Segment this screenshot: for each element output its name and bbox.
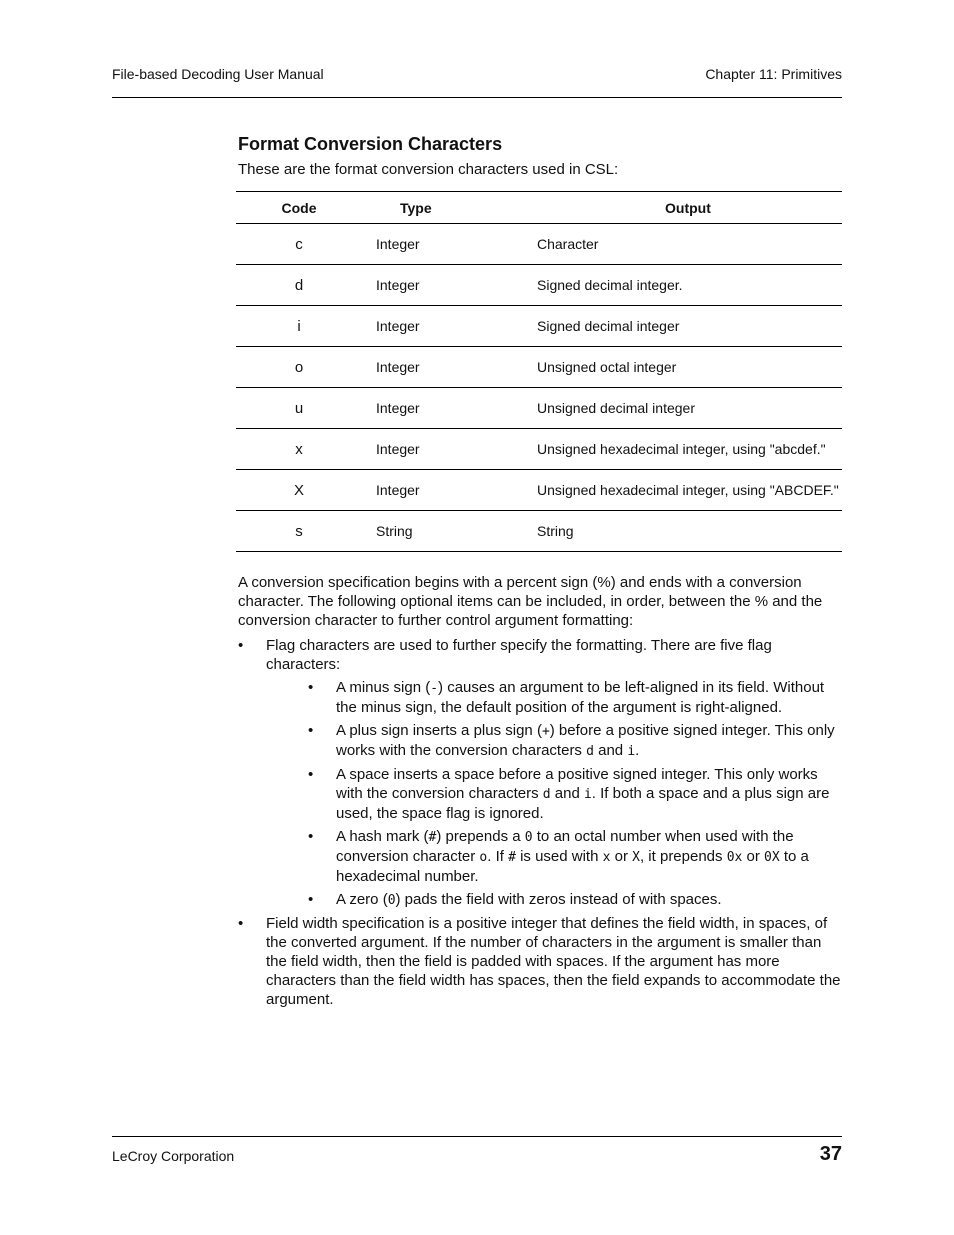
cell-type: Integer bbox=[362, 470, 524, 511]
text: ) prepends a bbox=[436, 828, 525, 845]
cell-code: u bbox=[236, 388, 362, 429]
text: and bbox=[550, 785, 584, 802]
cell-output: String bbox=[524, 511, 842, 552]
section-title: Format Conversion Characters bbox=[238, 134, 503, 154]
cell-output: Signed decimal integer. bbox=[524, 265, 842, 306]
table-header-row bbox=[236, 192, 842, 224]
text: . If bbox=[487, 848, 509, 865]
conversion-spec-paragraph: A conversion specification begins with a percent sign (%) and ends with a conversion character. The following optional items can be included, in order, between the % and the conversion character to further control argument formatting: bbox=[238, 574, 823, 629]
code-token: X bbox=[632, 850, 640, 865]
text: to a hexadecimal number. bbox=[336, 848, 809, 885]
code-token: 0x bbox=[726, 850, 743, 865]
text: or bbox=[742, 848, 765, 865]
header-rule bbox=[112, 97, 842, 98]
cell-output: Signed decimal integer bbox=[524, 306, 842, 347]
text: . If both a space and a plus sign are used, the space flag is ignored. bbox=[336, 785, 830, 822]
code-token: d bbox=[586, 744, 594, 759]
text: A hash mark ( bbox=[336, 828, 429, 845]
cell-code: i bbox=[236, 306, 362, 347]
footer-company: LeCroy Corporation bbox=[112, 1148, 235, 1164]
header-title: File-based Decoding User Manual bbox=[112, 66, 324, 82]
table-row bbox=[236, 224, 842, 265]
cell-code: X bbox=[236, 470, 362, 511]
code-token: i bbox=[627, 744, 636, 759]
code-token: 0 bbox=[387, 893, 396, 908]
list-item bbox=[308, 678, 842, 717]
text: ) pads the field with zeros instead of with spaces. bbox=[395, 891, 722, 908]
cell-output: Unsigned hexadecimal integer, using "abcdef." bbox=[524, 429, 842, 470]
cell-type: Integer bbox=[362, 265, 524, 306]
table-row bbox=[236, 306, 842, 347]
text: A zero ( bbox=[336, 891, 388, 908]
text: . bbox=[635, 742, 640, 759]
table-row bbox=[236, 511, 842, 552]
cell-code: c bbox=[236, 224, 362, 265]
text: A minus sign ( bbox=[336, 679, 431, 696]
code-token: d bbox=[542, 787, 551, 802]
code-token: 0X bbox=[764, 850, 780, 865]
table-row bbox=[236, 347, 842, 388]
text: or bbox=[610, 848, 633, 865]
page-number: 37 bbox=[819, 1143, 842, 1165]
text: to an octal number when used with the conversion character bbox=[336, 828, 794, 865]
list-item bbox=[308, 827, 842, 886]
flag-list bbox=[266, 678, 842, 910]
list-item bbox=[238, 636, 842, 910]
header-type: Type bbox=[362, 192, 524, 224]
text: , it prepends bbox=[639, 848, 727, 865]
list-item bbox=[308, 890, 842, 910]
cell-output: Unsigned hexadecimal integer, using "ABCDEF." bbox=[524, 470, 842, 511]
text: is used with bbox=[515, 848, 603, 865]
conversion-table bbox=[236, 191, 842, 552]
field-width-text: Field width specification is a positive integer that defines the field width, in spaces, of the converted argument. If the number of characters in the argument is smaller than the field width, then the field is padded with spaces. If the argument has more characters than the field width has spaces, then the field expands to accommodate the argument. bbox=[266, 915, 841, 1008]
list-item bbox=[308, 721, 842, 761]
footer-rule bbox=[112, 1136, 842, 1137]
code-token: i bbox=[583, 787, 592, 802]
cell-code: s bbox=[236, 511, 362, 552]
text: A plus sign inserts a plus sign ( bbox=[336, 722, 542, 739]
section-heading-block bbox=[238, 134, 842, 188]
code-token: - bbox=[430, 681, 439, 696]
cell-output: Unsigned octal integer bbox=[524, 347, 842, 388]
cell-output: Character bbox=[524, 224, 842, 265]
header-output: Output bbox=[524, 192, 842, 224]
table-row bbox=[236, 388, 842, 429]
cell-type: Integer bbox=[362, 429, 524, 470]
cell-output: Unsigned decimal integer bbox=[524, 388, 842, 429]
cell-type: String bbox=[362, 511, 524, 552]
code-token: o bbox=[479, 850, 488, 865]
body-text bbox=[238, 573, 842, 1012]
table-row bbox=[236, 470, 842, 511]
text: ) causes an argument to be left-aligned in its field. Without the minus sign, the default position of the argument is right-aligned. bbox=[336, 679, 825, 716]
code-token: + bbox=[541, 724, 550, 739]
code-token: x bbox=[602, 850, 611, 865]
optional-items-list bbox=[238, 636, 842, 1009]
flags-intro: Flag characters are used to further specify the formatting. There are five flag characters: bbox=[266, 637, 772, 673]
list-item bbox=[308, 765, 842, 823]
cell-type: Integer bbox=[362, 347, 524, 388]
table-row bbox=[236, 429, 842, 470]
cell-code: x bbox=[236, 429, 362, 470]
code-token: 0 bbox=[524, 830, 533, 845]
text: and bbox=[593, 742, 628, 759]
table-row bbox=[236, 265, 842, 306]
text: ) before a positive signed integer. This only works with the conversion characters bbox=[336, 722, 835, 759]
list-item bbox=[238, 914, 842, 1009]
text: A space inserts a space before a positive signed integer. This only works with the conversion characters bbox=[336, 766, 818, 802]
code-token: # bbox=[428, 830, 437, 845]
cell-type: Integer bbox=[362, 224, 524, 265]
header-chapter: Chapter 11: Primitives bbox=[705, 66, 842, 82]
cell-type: Integer bbox=[362, 388, 524, 429]
cell-code: d bbox=[236, 265, 362, 306]
header-code: Code bbox=[236, 192, 362, 224]
code-token: # bbox=[508, 850, 516, 865]
cell-code: o bbox=[236, 347, 362, 388]
cell-type: Integer bbox=[362, 306, 524, 347]
section-intro: These are the format conversion characters used in CSL: bbox=[238, 161, 619, 178]
